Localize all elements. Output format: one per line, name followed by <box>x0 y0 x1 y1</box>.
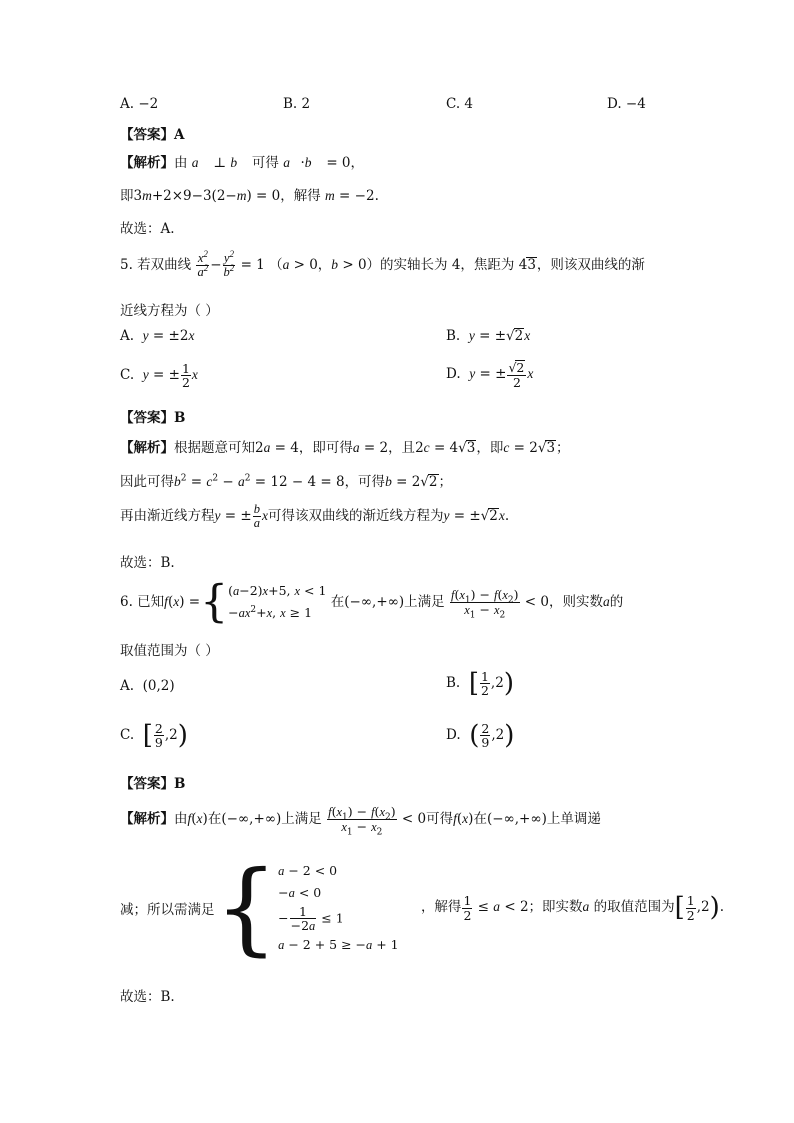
q4-option-d: D. −4 <box>607 96 646 112</box>
q5-option-a: A. y = ±2x <box>120 328 195 344</box>
q6-option-a: A. (0,2) <box>120 678 175 694</box>
q4-answer: 【答案】A <box>120 127 185 143</box>
q5-option-b: B. y = ±√2x <box>446 328 531 344</box>
q6-analysis-line1: 【解析】由f(x)在(−∞,+∞)上满足 $\frac{f(x_1) - f(x_2)}{x_1 - x_2}$ < 0可得f(x)在(−∞,+∞)上单调递 <box>120 804 601 838</box>
q4-analysis-line2: 即3m+2×9−3(2−m) = 0，解得 m = −2. <box>120 188 379 204</box>
q6-option-d: D. ( $\frac{2}{9}$ ,2) <box>446 720 515 751</box>
q4-option-a: A. −2 <box>120 96 159 112</box>
q6-option-b: B. [ $\frac{1}{2}$ ,2) <box>446 668 514 699</box>
q4-choice: 故选：A. <box>120 221 175 237</box>
q6-option-c: C. [ $\frac{2}{9}$ ,2) <box>120 720 188 751</box>
q5-choice: 故选：B. <box>120 555 175 571</box>
q6-answer: 【答案】B <box>120 776 186 792</box>
q5-analysis-line2: 因此可得$b^2 = c^2 - a^2 = 12 - 4 = 8$，可得b = 2√2； <box>120 473 452 490</box>
q5-stem-line2: 近线方程为（ ） <box>120 303 219 319</box>
q6-stem-line2: 取值范围为（ ） <box>120 643 219 659</box>
q5-option-d: D. y = ± $\frac{√2}{2}$ x <box>446 360 534 390</box>
q6-stem-line1: 6. 已知f(x) ={ (a−2)x+5, x < 1 $-ax^2+x$, x ≥ 1 在(−∞,+∞)上满足 $\frac{f(x_1) - f(x_2)}{x_1 - x_2}$ < 0，则实数a的 <box>120 576 624 628</box>
q6-analysis-line2: 减；所以需满足{ a − 2 < 0 −a < 0 − $\frac{1}{-2a}$ ≤ 1 a − 2 + 5 ≥ −a + 1 ，解得 $\frac{1}{2}$ ≤ a < 2；即实数a 的取值范围为[ $\frac{1}{2}$ ,2). <box>120 849 725 966</box>
q4-option-c: C. 4 <box>446 96 474 112</box>
q4-analysis-line1: 【解析】由 a⃗ ⊥ b⃗ 可得 a⃗·b⃗ = 0， <box>120 155 365 171</box>
q5-stem-line1: 5. 若双曲线 $\frac{x^2}{a^2}$ − $\frac{y^2}{b^2}$ = 1 （a > 0，b > 0）的实轴长为 4，焦距为 43，则该双曲线的渐 <box>120 248 645 280</box>
q5-answer: 【答案】B <box>120 410 186 426</box>
q5-analysis-line1: 【解析】根据题意可知2a = 4，即可得a = 2，且2c = 4√3，即c = 2√3； <box>120 440 570 456</box>
q6-choice: 故选：B. <box>120 989 175 1005</box>
q4-option-b: B. 2 <box>283 96 311 112</box>
q5-analysis-line3: 再由渐近线方程y = ± $\frac{b}{a}$ x可得该双曲线的渐近线方程为y = ±√2x. <box>120 502 510 531</box>
q5-option-c: C. y = ± $\frac{1}{2}$ x <box>120 361 198 391</box>
